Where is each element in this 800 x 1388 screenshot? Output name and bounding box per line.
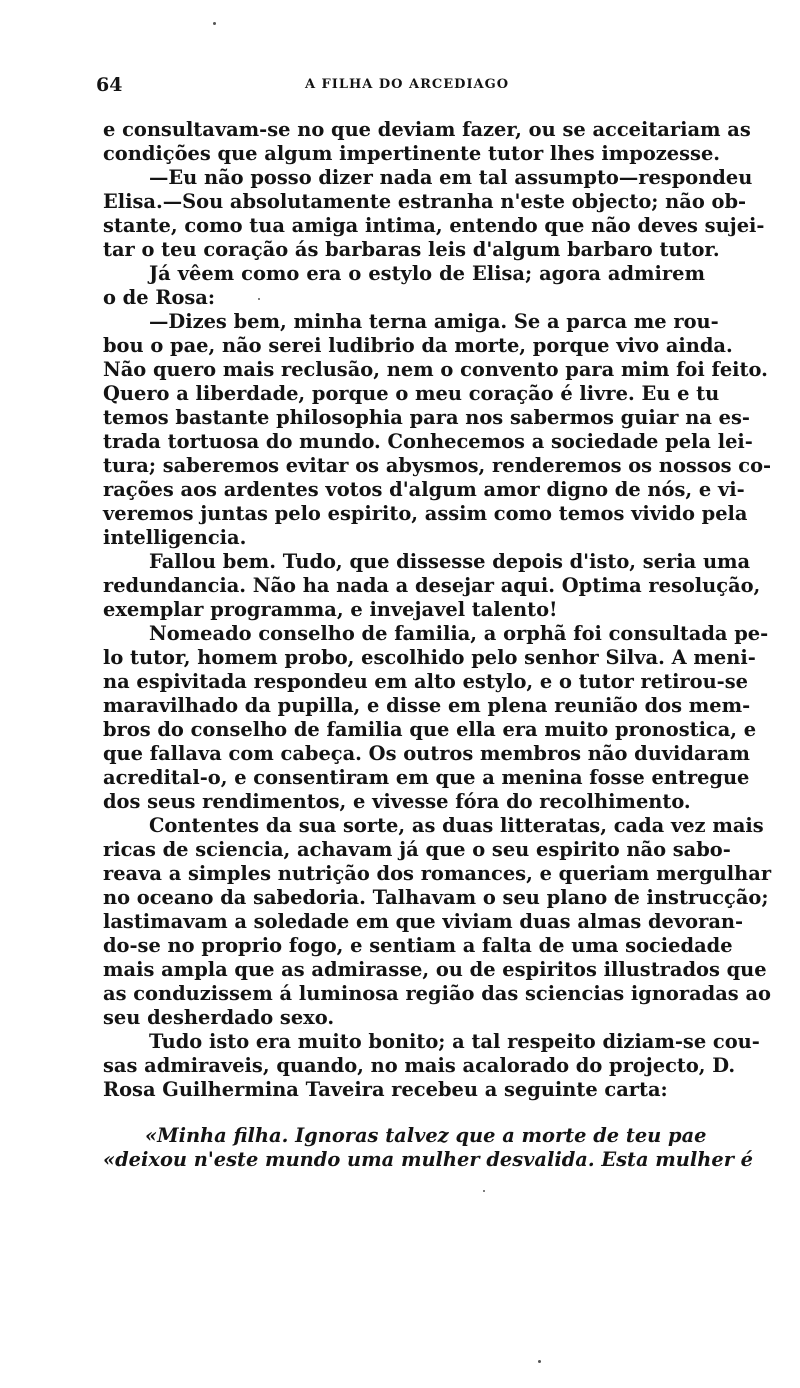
text-line: acredital-o, e consentiram em que a menina fosse entregue <box>103 766 750 789</box>
text-line: tar o teu coração ás barbaras leis d'algum barbaro tutor. <box>103 238 720 261</box>
text-line: sas admiraveis, quando, no mais acalorado do projecto, D. <box>103 1054 736 1077</box>
text-line: stante, como tua amiga intima, entendo que não deves sujei- <box>103 214 765 237</box>
text-line: Elisa.—Sou absolutamente estranha n'este objecto; não ob- <box>103 190 747 213</box>
scan-speck <box>258 298 260 300</box>
text-line: Já vêem como era o estylo de Elisa; agora admirem <box>149 262 705 285</box>
text-line: bros do conselho de familia que ella era muito pronostica, e <box>103 718 757 741</box>
text-line: e consultavam-se no que deviam fazer, ou se acceitariam as <box>103 118 751 141</box>
body-text <box>103 118 772 1172</box>
text-line: bou o pae, não serei ludibrio da morte, porque vivo ainda. <box>103 334 733 357</box>
text-line: Não quero mais reclusão, nem o convento para mim foi feito. <box>103 358 768 381</box>
paragraph-gap <box>103 1102 705 1124</box>
text-line: redundancia. Não ha nada a desejar aqui. Optima resolução, <box>103 574 761 597</box>
scan-speck <box>213 22 216 25</box>
text-line: condições que algum impertinente tutor lhes impozesse. <box>103 142 721 165</box>
text-line: veremos juntas pelo espirito, assim como temos vivido pela <box>103 502 748 525</box>
text-line: tura; saberemos evitar os abysmos, renderemos os nossos co- <box>103 454 772 477</box>
text-line: reava a simples nutrição dos romances, e queriam mergulhar <box>103 862 772 885</box>
text-line: lastimavam a soledade em que viviam duas almas devoran- <box>103 910 744 933</box>
text-line: —Dizes bem, minha terna amiga. Se a parca me rou- <box>149 310 719 333</box>
text-line: do-se no proprio fogo, e sentiam a falta de uma sociedade <box>103 934 733 957</box>
text-line: Tudo isto era muito bonito; a tal respeito diziam-se cou- <box>149 1030 760 1053</box>
text-line: maravilhado da pupilla, e disse em plena reunião dos mem- <box>103 694 751 717</box>
text-line: no oceano da sabedoria. Talhavam o seu plano de instrucção; <box>103 886 769 909</box>
text-line: mais ampla que as admirasse, ou de espiritos illustrados que <box>103 958 767 981</box>
text-line: as conduzissem á luminosa região das sciencias ignoradas ao <box>103 982 771 1005</box>
text-line: Contentes da sua sorte, as duas litteratas, cada vez mais <box>149 814 764 837</box>
text-line: temos bastante philosophia para nos sabermos guiar na es- <box>103 406 750 429</box>
text-line: lo tutor, homem probo, escolhido pelo senhor Silva. A meni- <box>103 646 756 669</box>
text-line: rações aos ardentes votos d'algum amor digno de nós, e vi- <box>103 478 745 501</box>
text-line: na espivitada respondeu em alto estylo, e o tutor retirou-se <box>103 670 748 693</box>
text-line: dos seus rendimentos, e vivesse fóra do recolhimento. <box>103 790 691 813</box>
text-line: Rosa Guilhermina Taveira recebeu a seguinte carta: <box>103 1078 668 1101</box>
page-header <box>96 74 708 98</box>
letter-line: «Minha filha. Ignoras talvez que a morte de teu pae <box>145 1124 707 1147</box>
text-line: Quero a liberdade, porque o meu coração é livre. Eu e tu <box>103 382 720 405</box>
text-line: —Eu não posso dizer nada em tal assumpto—respondeu <box>149 166 753 189</box>
scan-speck <box>483 1190 485 1192</box>
text-line: exemplar programma, e invejavel talento! <box>103 598 558 621</box>
text-line: seu desherdado sexo. <box>103 1006 335 1029</box>
text-line: que fallava com cabeça. Os outros membros não duvidaram <box>103 742 750 765</box>
letter-line: «deixou n'este mundo uma mulher desvalida. Esta mulher é <box>103 1148 754 1171</box>
text-line: Nomeado conselho de familia, a orphã foi consultada pe- <box>149 622 769 645</box>
text-line: ricas de sciencia, achavam já que o seu espirito não sabo- <box>103 838 731 861</box>
running-title: A FILHA DO ARCEDIAGO <box>304 77 510 92</box>
text-line: o de Rosa: <box>103 286 216 309</box>
scan-speck <box>538 1360 541 1363</box>
text-line: intelligencia. <box>103 526 247 549</box>
page-number: 64 <box>96 74 123 96</box>
text-line: trada tortuosa do mundo. Conhecemos a sociedade pela lei- <box>103 430 753 453</box>
text-line: Fallou bem. Tudo, que dissesse depois d'isto, seria uma <box>149 550 751 573</box>
